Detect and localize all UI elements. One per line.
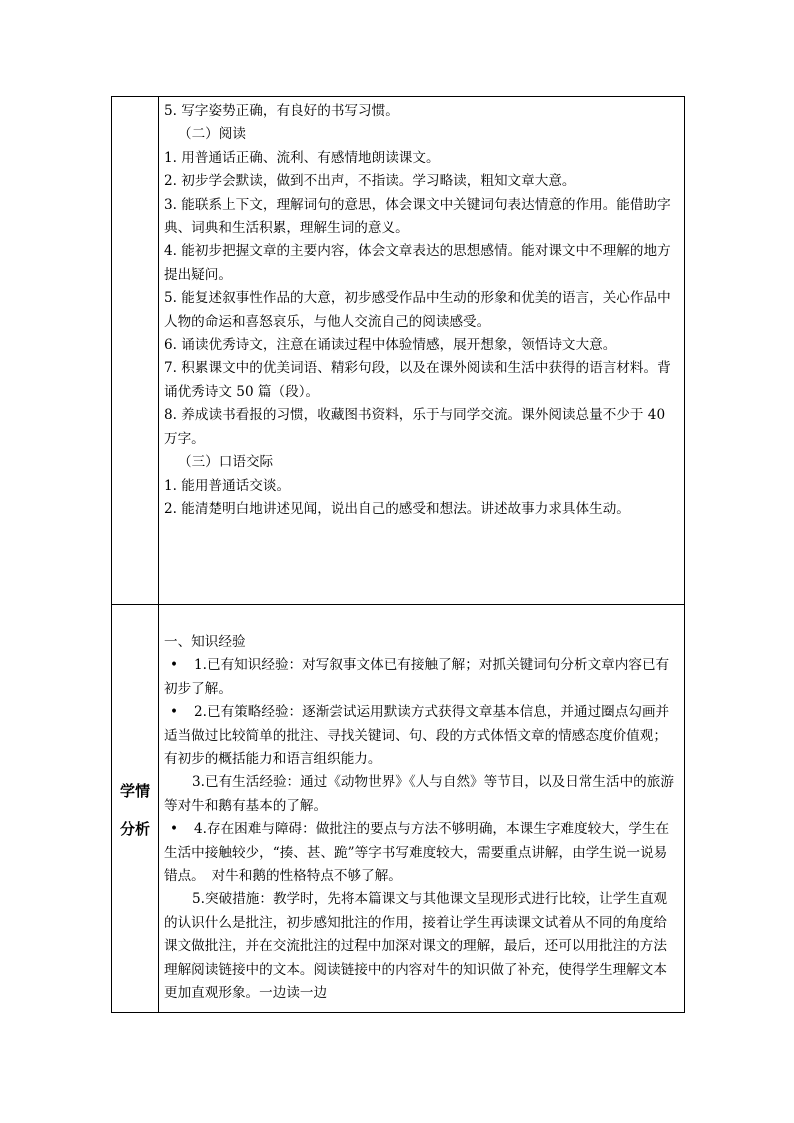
label-line: 学情 xyxy=(119,782,150,800)
analysis-item: • 2.已有策略经验：逐渐尝试运用默读方式获得文章基本信息，并通过圈点勾画并适当做过比较简单的批注、寻找关键词、句、段的方式体悟文章的情感态度价值观；有初步的概括能力和语言组织能力。 xyxy=(164,701,678,771)
section-heading-oral: （三）口语交际 xyxy=(178,454,274,471)
document-table xyxy=(111,96,685,1013)
goal-line: 6. 诵读优秀诗文，注意在诵读过程中体验情感，展开想象，领悟诗文大意。 xyxy=(164,337,617,354)
goal-line: 1. 能用普通话交谈。 xyxy=(164,477,291,494)
row-label-student-analysis xyxy=(112,772,158,848)
goal-line: 2. 初步学会默读，做到不出声，不指读。学习略读，粗知文章大意。 xyxy=(164,173,576,190)
analysis-item: • 4.存在困难与障碍：做批注的要点与方法不够明确，本课生字难度较大，学生在生活中接触较少，“揍、甚、跪”等字书写难度较大，需要重点讲解，由学生说一说易错点。 对牛和鹅的性格特点不够了解。 xyxy=(164,818,678,888)
goal-line: 1. 用普通话正确、流利、有感情地朗读课文。 xyxy=(164,149,440,166)
row-divider xyxy=(112,604,684,605)
analysis-item: 5.突破措施：教学时，先将本篇课文与其他课文呈现形式进行比较，让学生直观的认识什么是批注，初步感知批注的作用，接着让学生再读课文试着从不同的角度给课文做批注，并在交流批注的过程中加深对课文的理解，最后，还可以用批注的方法理解阅读链接中的文本。阅读链接中的内容对牛的知识做了补充，使得学生理解文本更加直观形象。一边读一边 xyxy=(164,891,668,1002)
curriculum-goals-cell xyxy=(164,100,678,521)
goal-line: 4. 能初步把握文章的主要内容，体会文章表达的思想感情。能对课文中不理解的地方提出疑问。 xyxy=(164,243,671,283)
goal-line: 3. 能联系上下文，理解词句的意思，体会课文中关键词句表达情意的作用。能借助字典、词典和生活积累，理解生词的意义。 xyxy=(164,196,671,237)
section-heading-reading: （二）阅读 xyxy=(178,126,246,143)
analysis-item: 3.已有生活经验：通过《动物世界》《人与自然》等节目，以及日常生活中的旅游等对牛和鹅有基本的了解。 xyxy=(164,774,674,814)
student-analysis-cell xyxy=(164,631,678,1006)
label-line: 分析 xyxy=(119,820,150,838)
goal-line: 5. 能复述叙事性作品的大意，初步感受作品中生动的形象和优美的语言，关心作品中人物的命运和喜怒哀乐，与他人交流自己的阅读感受。 xyxy=(164,290,671,330)
analysis-item: • 1.已有知识经验：对写叙事文体已有接触了解；对抓关键词句分析文章内容已有初步了解。 xyxy=(164,654,678,701)
goal-line: 7. 积累课文中的优美词语、精彩句段，以及在课外阅读和生活中获得的语言材料。背诵优秀诗文 50 篇（段）。 xyxy=(164,360,671,400)
goal-line: 5. 写字姿势正确，有良好的书写习惯。 xyxy=(164,103,399,119)
goal-line: 8. 养成读书看报的习惯，收藏图书资料，乐于与同学交流。课外阅读总量不少于 40 万字。 xyxy=(164,407,666,447)
column-divider xyxy=(158,97,159,1012)
analysis-heading: 一、知识经验 xyxy=(164,634,246,650)
goal-line: 2. 能清楚明白地讲述见闻，说出自己的感受和想法。讲述故事力求具体生动。 xyxy=(164,500,630,517)
